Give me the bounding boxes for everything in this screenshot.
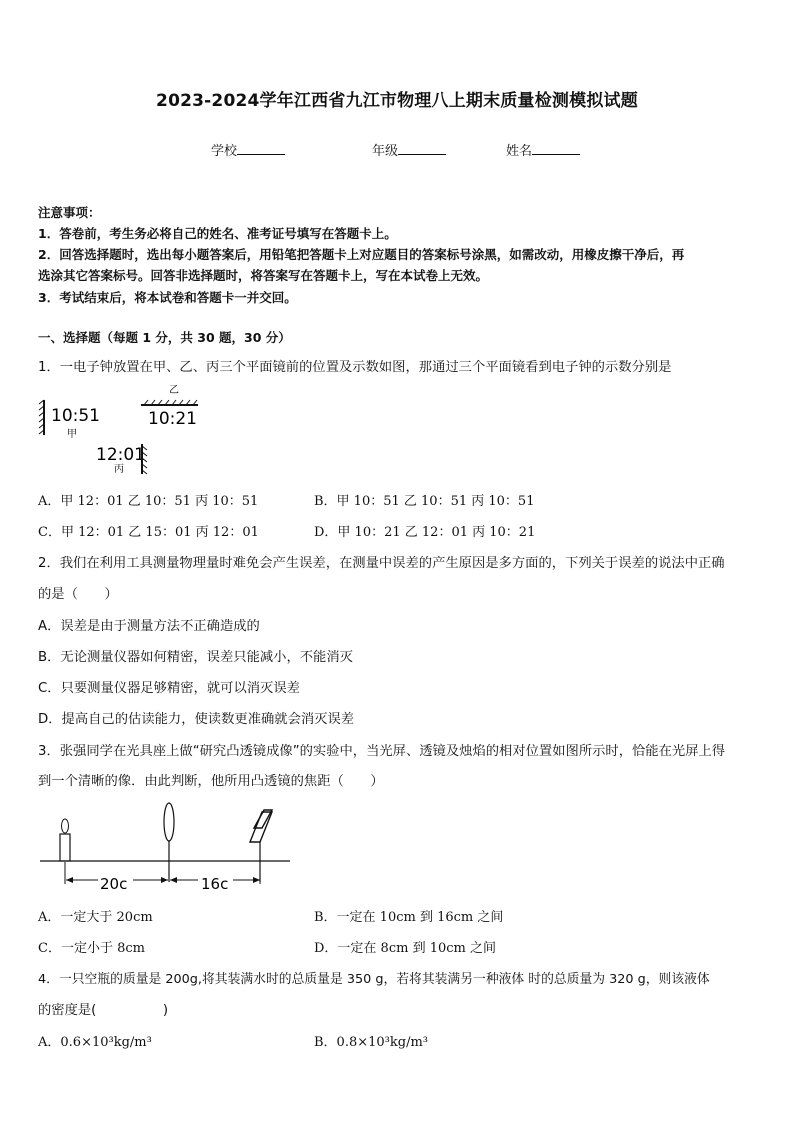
school-field: [211, 140, 285, 159]
q1-option-b[interactable]: B．甲 10：51 乙 10：51 丙 10：51: [314, 494, 535, 509]
page-title: 2023-2024学年江西省九江市物理八上期末质量检测模拟试题: [156, 91, 638, 111]
q4-option-a[interactable]: A．0.6×10³kg/m³: [38, 1035, 152, 1050]
clock-jia-label: 甲: [67, 429, 77, 440]
school-label: 学校: [211, 144, 238, 159]
q3-stem-cont: 到一个清晰的像．由此判断，他所用凸透镜的焦距（ ）: [38, 774, 384, 789]
q1-option-a[interactable]: A．甲 12：01 乙 10：51 丙 10：51: [38, 494, 259, 509]
q3-stem: 3．张强同学在光具座上做“研究凸透镜成像”的实验中，当光屏、透镜及烛焰的相对位置如图所示时，恰能在光屏上得: [38, 744, 726, 759]
q2-option-a[interactable]: A．误差是由于测量方法不正确造成的: [38, 619, 260, 634]
mirror-yi: [141, 400, 198, 405]
arrow-left-icon: [170, 877, 177, 883]
q3-option-c[interactable]: C．一定小于 8cm: [38, 941, 145, 956]
mirror-jia: [39, 400, 44, 435]
arrow-right-icon: [253, 877, 260, 883]
name-blank[interactable]: [532, 142, 580, 155]
grade-field: [372, 140, 446, 159]
notice-item: 3．考试结束后，将本试卷和答题卡一并交回。: [38, 290, 297, 305]
notice-heading: 注意事项：: [38, 205, 101, 220]
clock-bing-time: 12:01: [96, 445, 145, 465]
q3-option-a[interactable]: A．一定大于 20cm: [38, 910, 153, 925]
q4-stem: 4．一只空瓶的质量是 200g,将其装满水时的总质量是 350 g，若将其装满另一种液体 时的总质量为 320 g，则该液体: [38, 972, 710, 987]
q2-option-d[interactable]: D．提高自己的估读能力，使读数更准确就会消灭误差: [38, 712, 355, 727]
q2-stem-cont: 的是（ ）: [38, 587, 118, 602]
q2-stem: 2．我们在利用工具测量物理量时难免会产生误差，在测量中误差的产生原因是多方面的，下列关于误差的说法中正确: [38, 556, 725, 571]
q4-stem-cont: 的密度是( ): [38, 1003, 169, 1018]
clock-yi-label: 乙: [169, 385, 179, 396]
q1-option-c[interactable]: C．甲 12：01 乙 15：01 丙 12：01: [38, 525, 259, 540]
arrow-right-icon: [161, 877, 168, 883]
name-field: [506, 140, 580, 159]
section-heading: 一、选择题（每题 1 分，共 30 题，30 分）: [38, 330, 291, 345]
q3-option-d[interactable]: D．一定在 8cm 到 10cm 之间: [314, 941, 496, 956]
q3-option-b[interactable]: B．一定在 10cm 到 16cm 之间: [314, 910, 504, 925]
distance-label-1: 20c: [100, 875, 128, 893]
light-screen-icon: [250, 810, 272, 882]
school-blank[interactable]: [237, 142, 285, 155]
distance-label-2: 16c: [201, 875, 229, 893]
notice-item: 2．回答选择题时，选出每小题答案后，用铅笔把答题卡上对应题目的答案标号涂黑，如需改动，用橡皮擦干净后，再: [38, 247, 685, 262]
clock-jia-time: 10:51: [51, 406, 100, 426]
q4-option-b[interactable]: B．0.8×10³kg/m³: [314, 1035, 428, 1050]
q3-optical-bench-figure: [38, 802, 298, 900]
grade-label: 年级: [372, 144, 399, 159]
notice-item: 1．答卷前，考生务必将自己的姓名、准考证号填写在答题卡上。: [38, 226, 397, 241]
q1-stem: 1．一电子钟放置在甲、乙、丙三个平面镜前的位置及示数如图，那通过三个平面镜看到电子钟的示数分别是: [38, 360, 672, 375]
grade-blank[interactable]: [398, 142, 446, 155]
q1-mirror-figure: [36, 380, 206, 480]
q2-option-c[interactable]: C．只要测量仪器足够精密，就可以消灭误差: [38, 681, 300, 696]
name-label: 姓名: [506, 144, 533, 159]
q2-option-b[interactable]: B．无论测量仪器如何精密，误差只能减小，不能消灭: [38, 650, 353, 665]
convex-lens-icon: [164, 803, 174, 882]
q1-option-d[interactable]: D．甲 10：21 乙 12：01 丙 10：21: [314, 525, 536, 540]
arrow-left-icon: [66, 877, 73, 883]
clock-bing-label: 丙: [114, 464, 124, 475]
notice-item: 选涂其它答案标号。回答非选择题时，将答案写在答题卡上，写在本试卷上无效。: [38, 268, 489, 283]
candle-icon: [60, 819, 70, 861]
clock-yi-time: 10:21: [148, 409, 197, 429]
